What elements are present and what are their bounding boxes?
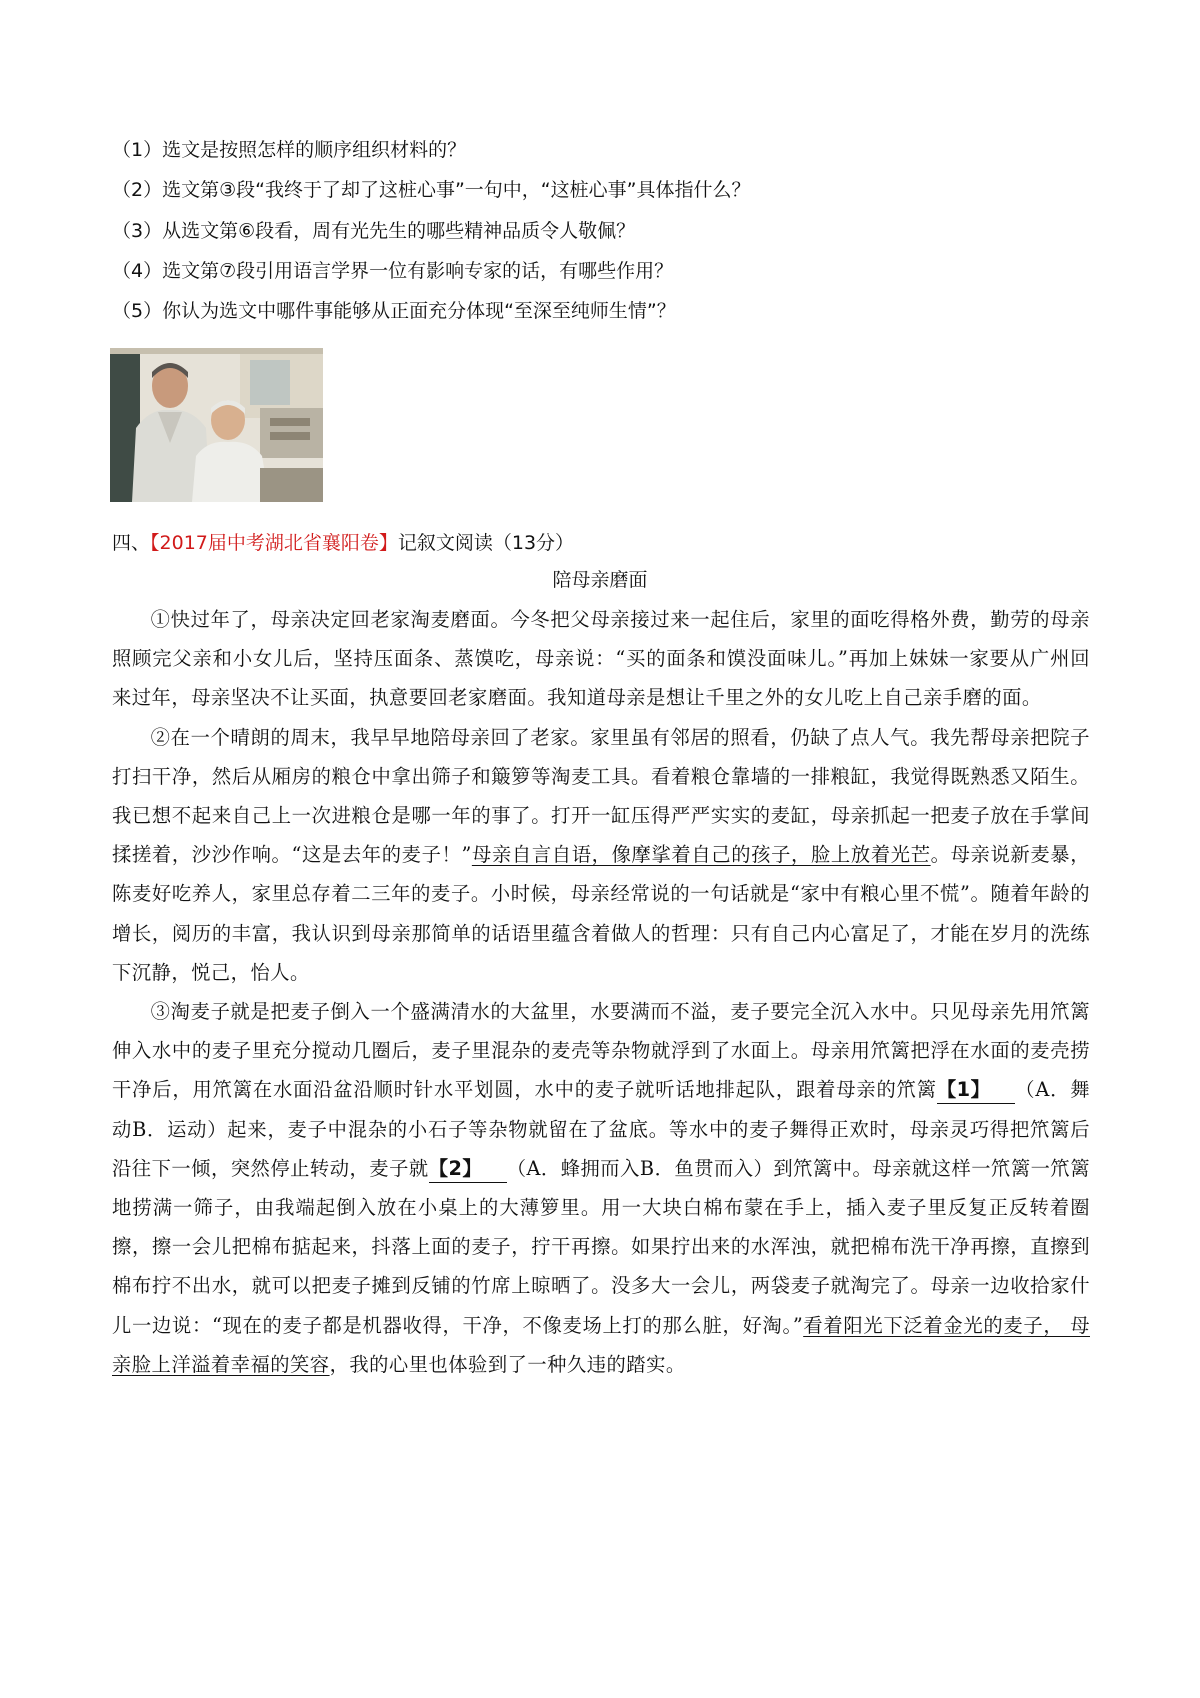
paragraph-3: ③淘麦子就是把麦子倒入一个盛满清水的大盆里，水要满而不溢，麦子要完全沉入水中。只见母亲先用笊篱伸入水中的麦子里充分搅动几圈后，麦子里混杂的麦壳等杂物就浮到了水面上。母亲用笊篱把浮在水面的麦壳捞干净后，用笊篱在水面沿盆沿顺时针水平划圆，水中的麦子就听话地排起队，跟着母亲的笊篱【1】 （A．舞动B．运动）起来，麦子中混杂的小石子等杂物就留在了盆底。等水中的麦子舞得正欢时，母亲灵巧得把笊篱后沿往下一倾，突然停止转动，麦子就【2】 （A．蜂拥而入B．鱼贯而入）到笊篱中。母亲就这样一笊篱一笊篱地捞满一筛子，由我端起倒入放在小桌上的大薄箩里。用一大块白棉布蒙在手上，插入麦子里反复正反转着圈擦，擦一会儿把棉布掂起来，抖落上面的麦子，拧干再擦。如果拧出来的水浑浊，就把棉布洗干净再擦，直擦到棉布拧不出水，就可以把麦子摊到反铺的竹席上晾晒了。没多大一会儿，两袋麦子就淘完了。母亲一边收拾家什儿一边说：“现在的麦子都是机器收得，干净，不像麦场上打的那么脏，好淘。”看着阳光下泛着金光的麦子， 母亲脸上洋溢着幸福的笑容，我的心里也体验到了一种久违的踏实。 (112, 1000, 1090, 1376)
section-source: 【2017届中考湖北省襄阳卷】 (150, 532, 398, 554)
question-4: （4）选文第⑦段引用语言学界一位有影响专家的话，有哪些作用？ (112, 260, 674, 282)
article-title: 陪母亲磨面 (552, 569, 648, 591)
article-body (112, 600, 1090, 1384)
underlined-sentence-2: 看着阳光下泛着金光的麦子， 母亲脸上洋溢着幸福的笑容 (112, 1313, 1090, 1376)
section-label: 记叙文阅读（13分） (397, 532, 575, 554)
answer-blank-1: 【1】 (937, 1077, 1015, 1104)
question-3: （3）从选文第⑥段看，周有光先生的哪些精神品质令人敬佩？ (112, 220, 636, 242)
section-number: 四、 (112, 532, 151, 554)
section-heading (112, 530, 574, 556)
question-2: （2）选文第③段“我终于了却了这桩心事”一句中，“这桩心事”具体指什么？ (112, 179, 751, 201)
paragraph-2: ②在一个晴朗的周末，我早早地陪母亲回了老家。家里虽有邻居的照看，仍缺了点人气。我先帮母亲把院子打扫干净，然后从厢房的粮仓中拿出筛子和簸箩等淘麦工具。看着粮仓靠墙的一排粮缸，我觉得既熟悉又陌生。我已想不起来自己上一次进粮仓是哪一年的事了。打开一缸压得严严实实的麦缸，母亲抓起一把麦子放在手掌间揉搓着，沙沙作响。“这是去年的麦子！”母亲自言自语，像摩挲着自己的孩子，脸上放着光芒。母亲说新麦暴，陈麦好吃养人，家里总存着二三年的麦子。小时候，母亲经常说的一句话就是“家中有粮心里不慌”。随着年龄的增长，阅历的丰富，我认识到母亲那简单的话语里蕴含着做人的哲理：只有自己内心富足了，才能在岁月的洗练下沉静，悦己，怡人。 (112, 725, 1091, 984)
teacher-student-photo (110, 348, 323, 502)
question-1: （1）选文是按照怎样的顺序组织材料的？ (112, 139, 467, 161)
underlined-sentence-1: 母亲自言自语，像摩挲着自己的孩子，脸上放着光芒 (471, 843, 931, 867)
paragraph-1: ①快过年了，母亲决定回老家淘麦磨面。今冬把父母亲接过来一起住后，家里的面吃得格外费，勤劳的母亲照顾完父亲和小女儿后，坚持压面条、蒸馍吃，母亲说：“买的面条和馍没面味儿。”再加上妹妹一家要从广州回来过年，母亲坚决不让买面，执意要回老家磨面。我知道母亲是想让千里之外的女儿吃上自己亲手磨的面。 (112, 608, 1090, 710)
answer-blank-2: 【2】 (429, 1156, 507, 1183)
question-5: （5）你认为选文中哪件事能够从正面充分体现“至深至纯师生情”？ (112, 300, 676, 322)
